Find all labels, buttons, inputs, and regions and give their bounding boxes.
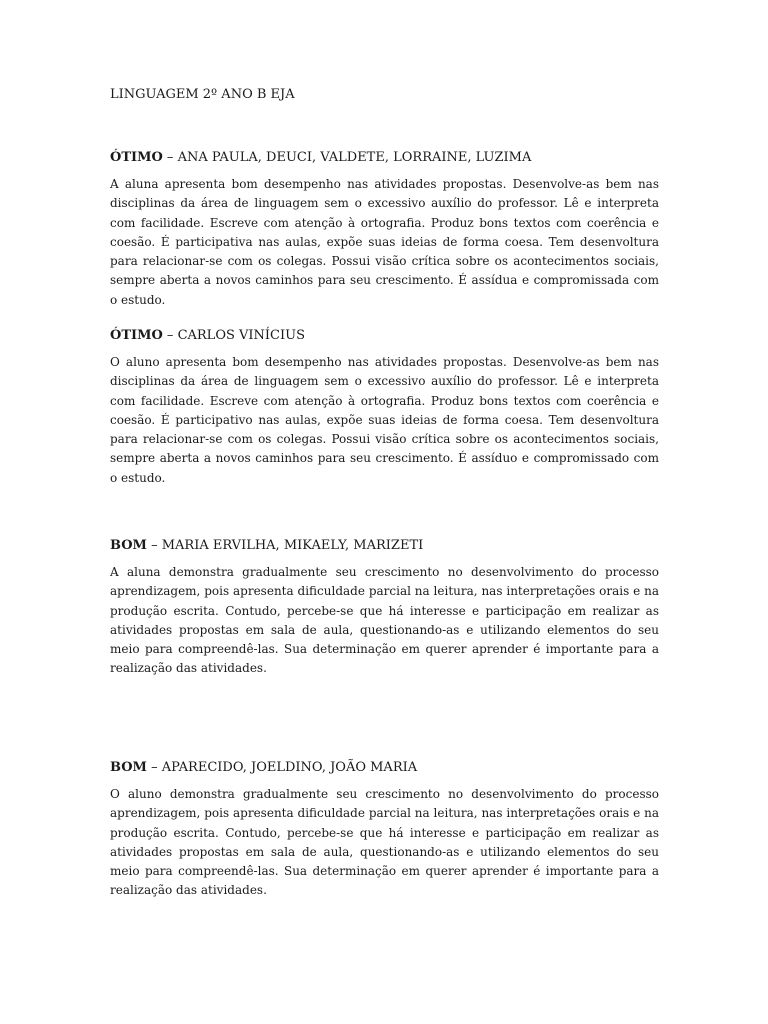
evaluation-section (110, 149, 659, 310)
document-title: LINGUAGEM 2º ANO B EJA (110, 87, 295, 102)
student-names: MARIA ERVILHA, MIKAELY, MARIZETI (161, 538, 424, 553)
student-names: ANA PAULA, DEUCI, VALDETE, LORRAINE, LUZIMA (177, 150, 532, 165)
grade-label: BOM (110, 538, 147, 553)
evaluation-text: A aluna apresenta bom desempenho nas atividades propostas. Desenvolve-as bem nas disciplinas da área de linguagem sem o excessivo auxílio do professor. Lê e interpreta com facilidade. Escreve com atenção à ortografia. Produz bons textos com coerência e coesão. É participativa nas aulas, expõe suas ideias de forma coesa. Tem desenvoltura para relacionar-se com os colegas. Possui visão crítica sobre os acontecimentos sociais, sempre aberta a novos caminhos para seu crescimento. É assídua e compromissada com o estudo. (110, 177, 659, 307)
section-heading (110, 149, 659, 167)
section-heading (110, 327, 659, 345)
heading-separator: – (162, 328, 178, 343)
evaluation-text: O aluno apresenta bom desempenho nas atividades propostas. Desenvolve-as bem nas disciplinas da área de linguagem sem o excessivo auxílio do professor. Lê e interpreta com facilidade. Escreve com atenção à ortografia. Produz bons textos com coerência e coesão. É participativo nas aulas, expõe suas ideias de forma coesa. Tem desenvoltura para relacionar-se com os colegas. Possui visão crítica sobre os acontecimentos sociais, sempre aberta a novos caminhos para seu crescimento. É assíduo e compromissado com o estudo. (110, 355, 659, 485)
grade-label: ÓTIMO (110, 150, 163, 165)
evaluation-section (110, 327, 659, 488)
evaluation-text: O aluno demonstra gradualmente seu crescimento no desenvolvimento do processo aprendizagem, pois apresenta dificuldade parcial na leitura, nas interpretações orais e na produção escrita. Contudo, percebe-se que há interesse e participação em realizar as atividades propostas em sala de aula, questionando-as e utilizando elementos do seu meio para compreendê-las. Sua determinação em querer aprender é importante para a realização das atividades. (110, 787, 659, 898)
grade-label: BOM (110, 760, 147, 775)
evaluation-text: A aluna demonstra gradualmente seu crescimento no desenvolvimento do processo aprendizagem, pois apresenta dificuldade parcial na leitura, nas interpretações orais e na produção escrita. Contudo, percebe-se que há interesse e participação em realizar as atividades propostas em sala de aula, questionando-as e utilizando elementos do seu meio para compreendê-las. Sua determinação em querer aprender é importante para a realização das atividades. (110, 565, 659, 676)
section-heading (110, 537, 659, 555)
grade-label: ÓTIMO (110, 328, 163, 343)
section-heading (110, 759, 659, 777)
heading-separator: – (146, 760, 162, 775)
evaluation-section (110, 537, 659, 679)
student-names: APARECIDO, JOELDINO, JOÃO MARIA (161, 760, 418, 775)
heading-separator: – (146, 538, 162, 553)
student-names: CARLOS VINÍCIUS (177, 328, 305, 343)
evaluation-section (110, 759, 659, 901)
heading-separator: – (162, 150, 178, 165)
